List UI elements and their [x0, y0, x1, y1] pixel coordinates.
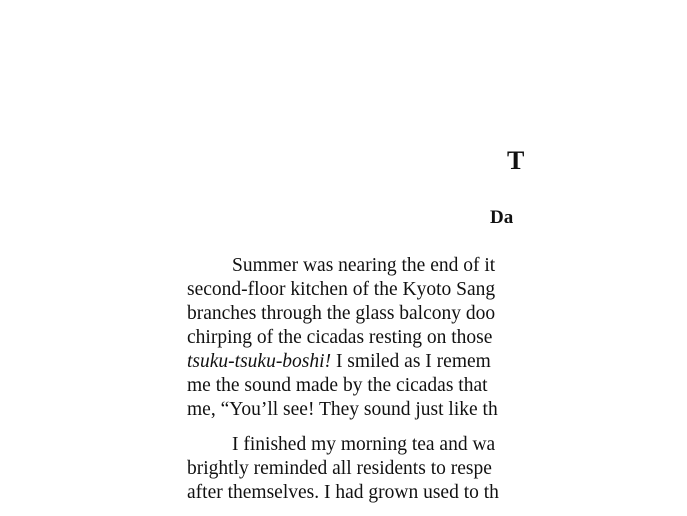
text-segment: chirping of the cicadas resting on those — [187, 327, 493, 348]
chapter-subtitle-fragment: Da — [490, 207, 514, 228]
chapter-title-fragment: T — [507, 146, 525, 175]
text-line — [187, 457, 687, 481]
body-text — [187, 254, 687, 516]
text-line — [187, 278, 687, 302]
text-line — [187, 433, 687, 457]
text-line — [187, 481, 687, 505]
text-segment: I smiled as I remem — [331, 351, 491, 372]
text-line — [187, 350, 687, 374]
italic-text: tsuku-tsuku-boshi! — [187, 351, 332, 372]
text-line — [187, 254, 687, 278]
text-segment: brightly reminded all residents to respe — [187, 458, 492, 479]
text-segment: branches through the glass balcony doo — [187, 303, 496, 324]
paragraph — [187, 254, 687, 422]
text-line — [187, 374, 687, 398]
paragraph — [187, 433, 687, 505]
text-line — [187, 302, 687, 326]
text-segment: me, “You’ll see! They sound just like th — [187, 399, 498, 420]
text-line — [187, 398, 687, 422]
text-segment: I finished my morning tea and wa — [232, 434, 496, 455]
text-line — [187, 326, 687, 350]
text-segment: Summer was nearing the end of it — [232, 255, 496, 276]
text-segment: second-floor kitchen of the Kyoto Sang — [187, 279, 496, 300]
text-segment: me the sound made by the cicadas that — [187, 375, 488, 396]
text-segment: after themselves. I had grown used to th — [187, 482, 499, 503]
